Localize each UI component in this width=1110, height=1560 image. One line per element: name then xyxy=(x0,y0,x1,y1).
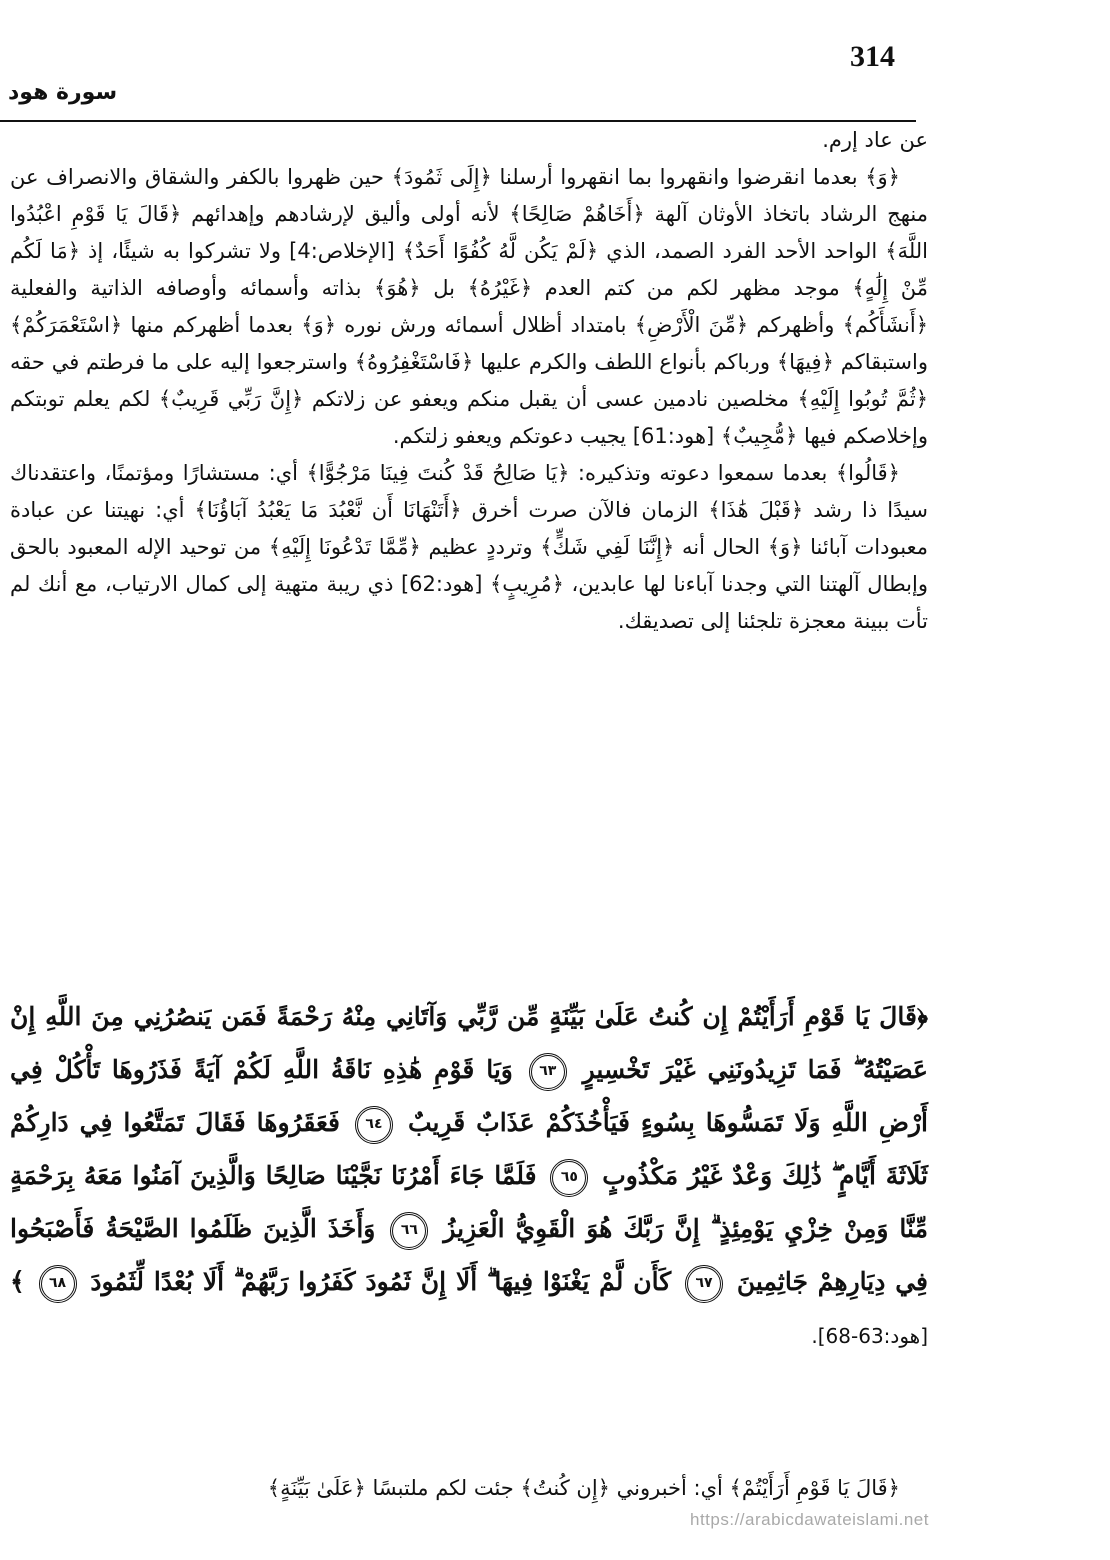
verse-64-text: وَيَا قَوْمِ هَٰذِهِ نَاقَةُ اللَّهِ لَكُمْ آيَةً فَذَرُوهَا تَأْكُلْ فِي أَرْضِ اللَّهِ وَلَا تَمَسُّوهَا بِسُوءٍ فَيَأْخُذَكُمْ عَذَابٌ قَرِيبٌ xyxy=(10,1055,928,1137)
verse-66-text: فَلَمَّا جَاءَ أَمْرُنَا نَجَّيْنَا صَالِحًا وَالَّذِينَ آمَنُوا مَعَهُ بِرَحْمَةٍ مِّنَّا وَمِنْ خِزْيِ يَوْمِئِذٍ ۗ إِنَّ رَبَّكَ هُوَ الْقَوِيُّ الْعَزِيزُ xyxy=(10,1161,928,1243)
verse-close-bracket: ﴾ xyxy=(10,1267,25,1296)
ayah-marker-65: ٦٥ xyxy=(550,1159,588,1197)
verse-65-text: فَعَقَرُوهَا فَقَالَ تَمَتَّعُوا فِي دَارِكُمْ ثَلَاثَةَ أَيَّامٍ ۖ ذَٰلِكَ وَعْدٌ غَيْرُ مَكْذُوبٍ xyxy=(10,1108,928,1190)
ayah-marker-66: ٦٦ xyxy=(390,1212,428,1250)
commentary-block xyxy=(10,122,928,640)
surah-name-header: سورة هود xyxy=(8,80,118,105)
ayah-marker-63: ٦٣ xyxy=(529,1053,567,1091)
website-watermark: https://arabicdawateislami.net xyxy=(690,1510,929,1529)
verse-68-text: كَأَن لَّمْ يَغْنَوْا فِيهَا ۗ أَلَا إِنَّ ثَمُودَ كَفَرُوا رَبَّهُمْ ۗ أَلَا بُعْدًا لِّثَمُودَ xyxy=(90,1267,672,1296)
commentary-paragraph-3: ﴿قَالُوا﴾ بعدما سمعوا دعوته وتذكيره: ﴿يَا صَالِحُ قَدْ كُنتَ فِينَا مَرْجُوًّا﴾ أي: مستشارًا ومؤتمنًا، واعتقدناك سيدًا ذا رشد ﴿قَبْلَ هَٰذَا﴾ الزمان فالآن صرت أخرق ﴿أَتَنْهَانَا أَن نَّعْبُدَ مَا يَعْبُدُ آبَاؤُنَا﴾ أي: نهيتنا عن عبادة معبودات آبائنا ﴿وَ﴾ الحال أنه ﴿إِنَّنَا لَفِي شَكٍّ﴾ وترددٍ عظيم ﴿مِّمَّا تَدْعُونَا إِلَيْهِ﴾ من توحيد الإله المعبود بالحق وإبطال آلهتنا التي وجدنا آباءنا لها عابدين، ﴿مُرِيبٍ﴾ [هود:62] ذي ريبة متهية إلى كمال الارتياب، مع أنك لم تأت ببينة معجزة تلجئنا إلى تصديقك. xyxy=(10,461,928,633)
commentary-paragraph-1: عن عاد إرم. xyxy=(822,128,928,152)
ayah-marker-67: ٦٧ xyxy=(685,1265,723,1303)
ayah-marker-64: ٦٤ xyxy=(355,1106,393,1144)
commentary-paragraph-2: ﴿وَ﴾ بعدما انقرضوا وانقهروا بما انقهروا أرسلنا ﴿إِلَى ثَمُودَ﴾ حين ظهروا بالكفر والشقاق والانصراف عن منهج الرشاد باتخاذ الأوثان آلهة ﴿أَخَاهُمْ صَالِحًا﴾ لأنه أولى وأليق لإرشادهم وإهدائهم ﴿قَالَ يَا قَوْمِ اعْبُدُوا اللَّهَ﴾ الواحد الأحد الفرد الصمد، الذي ﴿لَمْ يَكُن لَّهُ كُفُوًا أَحَدٌ﴾ [الإخلاص:4] ولا تشركوا به شيئًا، إذ ﴿مَا لَكُم مِّنْ إِلَٰهٍ﴾ موجد مظهر لكم من كتم العدم ﴿غَيْرُهُ﴾ بل ﴿هُوَ﴾ بذاته وأسمائه وأوصافه الذاتية والفعلية ﴿أَنشَأَكُم﴾ وأظهركم ﴿مِّنَ الْأَرْضِ﴾ بامتداد أظلال أسمائه ورش نوره ﴿وَ﴾ بعدما أظهركم منها ﴿اسْتَعْمَرَكُمْ﴾ واستبقاكم ﴿فِيهَا﴾ ورباكم بأنواع اللطف والكرم عليها ﴿فَاسْتَغْفِرُوهُ﴾ واسترجعوا إليه على ما فرطتم في حقه ﴿ثُمَّ تُوبُوا إِلَيْهِ﴾ مخلصين نادمين عسى أن يقبل منكم ويعفو عن زلاتكم ﴿إِنَّ رَبِّي قَرِيبٌ﴾ لكم يعلم توبتكم وإخلاصكم فيها ﴿مُّجِيبٌ﴾ [هود:61] يجيب دعوتكم ويعفو زلتكم. xyxy=(10,165,928,448)
verse-63-text: ﴿قَالَ يَا قَوْمِ أَرَأَيْتُمْ إِن كُنتُ عَلَىٰ بَيِّنَةٍ مِّن رَّبِّي وَآتَانِي مِنْهُ رَحْمَةً فَمَن يَنصُرُنِي مِنَ اللَّهِ إِنْ عَصَيْتُهُ ۖ فَمَا تَزِيدُونَنِي غَيْرَ تَخْسِيرٍ xyxy=(10,1002,928,1084)
quran-verses-block xyxy=(10,990,928,1363)
verse-reference: [هود:63-68]. xyxy=(811,1324,928,1348)
page-number: 314 xyxy=(850,40,895,73)
verse-67-text: وَأَخَذَ الَّذِينَ ظَلَمُوا الصَّيْحَةُ فَأَصْبَحُوا فِي دِيَارِهِمْ جَاثِمِينَ xyxy=(10,1214,928,1296)
ayah-marker-68: ٦٨ xyxy=(39,1265,77,1303)
commentary-continuation xyxy=(10,1470,928,1507)
commentary-paragraph-4: ﴿قَالَ يَا قَوْمِ أَرَأَيْتُمْ﴾ أي: أخبروني ﴿إِن كُنتُ﴾ جئت لكم ملتبسًا ﴿عَلَىٰ بَيِّنَةٍ﴾ xyxy=(267,1476,900,1500)
